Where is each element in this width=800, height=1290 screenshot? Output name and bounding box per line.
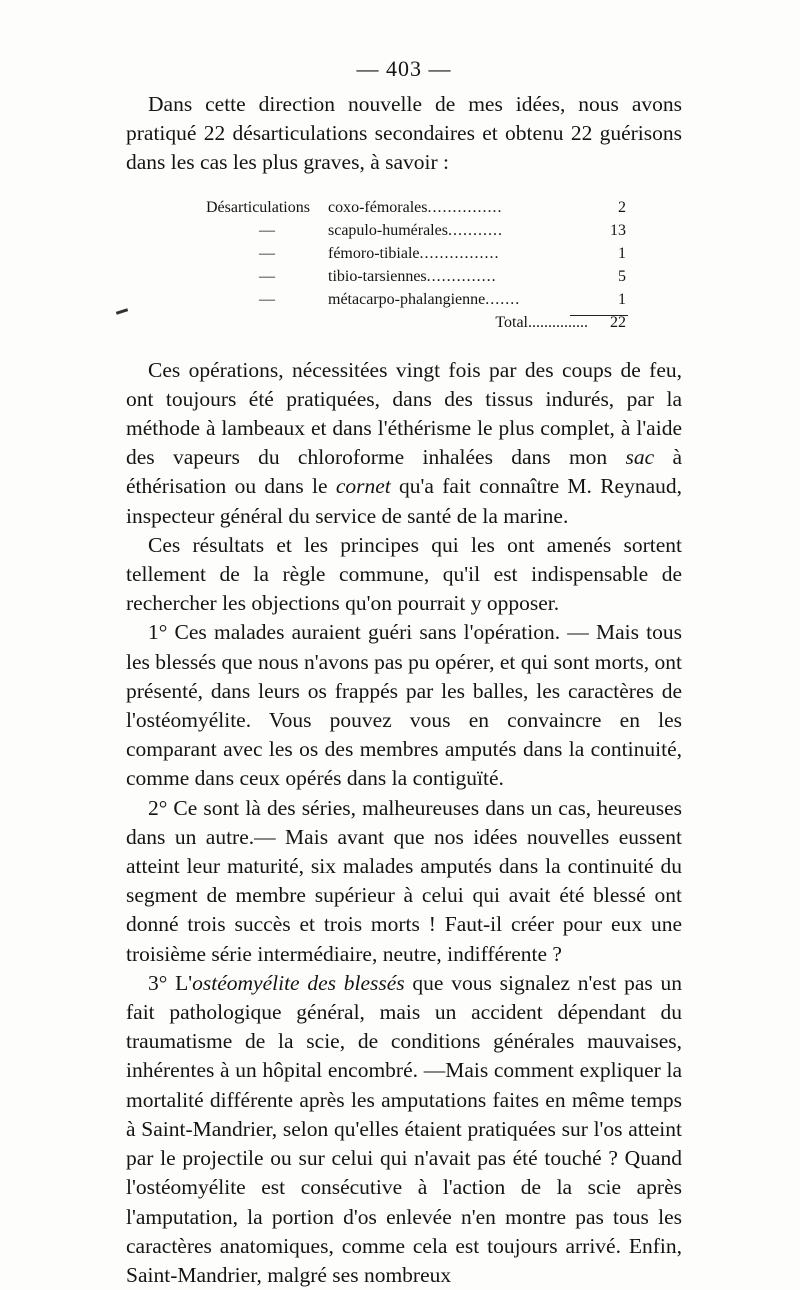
row-dash: —	[259, 290, 275, 308]
total-value: 22	[610, 313, 626, 331]
total-row	[206, 311, 626, 334]
body-text	[126, 356, 682, 1290]
disarticulation-table	[206, 196, 626, 334]
text-run: qu'a fait connaître M. Reynaud, inspecteur général du service de santé de la marine.	[126, 474, 683, 528]
text-run: 3° L'	[148, 970, 193, 995]
paragraph-objection-2: 2° Ce sont là des séries, malheureuses dans un cas, heureuses dans un autre.— Mais avant que nos idées nouvelles eussent atteint leur maturité, six malades amputés dans la continuité du segment de membre supérieur à celui qui avait été blessé ont donné trois succès et trois morts ! Faut-il créer pour eux une troisième série intermédiaire, neutre, indifférente ?	[126, 795, 682, 966]
paragraph-objection-3	[126, 969, 682, 1290]
total-label: Total	[495, 313, 528, 331]
row-count: 13	[610, 221, 626, 239]
table-row	[206, 196, 626, 219]
row-count: 1	[618, 244, 626, 262]
table-row	[206, 288, 626, 311]
leader-dots: ................	[419, 244, 500, 262]
book-page	[126, 56, 682, 1290]
page-number: — 403 —	[356, 56, 452, 81]
row-dash: —	[259, 221, 275, 239]
table-row	[206, 242, 626, 265]
leader-dots: ...............	[427, 198, 503, 216]
row-count: 2	[618, 198, 626, 216]
text-run: à éthérisation ou dans le	[126, 445, 683, 499]
emphasis-osteomyelite: ostéomyélite des blessés	[192, 970, 405, 995]
row-name: tibio-tarsiennes	[328, 267, 427, 285]
row-dash: —	[259, 267, 275, 285]
paragraph-operations	[126, 356, 682, 531]
intro-paragraph: Dans cette direction nouvelle de mes idées, nous avons pratiqué 22 désarticulations secondaires et obtenu 22 guérisons dans les cas les plus graves, à savoir :	[126, 92, 682, 175]
paragraph-results: Ces résultats et les principes qui les ont amenés sortent tellement de la règle commune, qu'il est indispensable de rechercher les objections qu'on pourrait y opposer.	[126, 532, 682, 616]
table-row	[206, 265, 626, 288]
row-count: 1	[618, 290, 626, 308]
leader-dots: ...............	[528, 313, 588, 331]
row-count: 5	[618, 267, 626, 285]
table-head-label: Désarticulations	[206, 198, 310, 216]
paragraph-objection-1: 1° Ces malades auraient guéri sans l'opération. — Mais tous les blessés que nous n'avons pas pu opérer, et qui sont morts, ont présenté, dans leurs os frappés par les balles, les caractères de l'ostéomyélite. Vous pouvez vous en convaincre en les comparant avec les os des membres amputés dans la continuité, comme dans ceux opérés dans la contiguïté.	[126, 620, 682, 791]
row-dash: —	[259, 244, 275, 262]
table-row	[206, 219, 626, 242]
emphasis-cornet: cornet	[335, 474, 391, 499]
text-run: Ces opérations, nécessitées vingt fois par des coups de feu, ont toujours été pratiquées, dans des tissus indurés, par la méthode à lambeaux et dans l'éthérisme le plus complet, à l'aide des vapeurs du chloroforme inhalées dans mon	[126, 357, 682, 470]
total-rule	[570, 315, 628, 316]
leader-dots: ...........	[447, 221, 503, 239]
row-name: fémoro-tibiale	[328, 244, 420, 262]
emphasis-sac: sac	[625, 445, 655, 470]
row-name: scapulo-humérales	[328, 221, 448, 239]
leader-dots: ..............	[426, 267, 497, 285]
row-name: coxo-fémorales	[328, 198, 428, 216]
row-name: métacarpo-phalangienne	[328, 290, 486, 308]
text-run: que vous signalez n'est pas un fait pathologique général, mais un accident dépendant du traumatisme de la scie, de conditions générales mauvaises, inhérentes à un hôpital encombré. —Mais comment expliquer la mortalité différente après les amputations faites en même temps à Saint-Mandrier, selon qu'elles étaient pratiquées sur l'os atteint par le projectile ou sur celui qui n'avait pas été touché ? Quand l'ostéomyélite est consécutive à l'action de la scie après l'amputation, la portion d'os enlevée n'en montre pas tous les caractères anatomiques, comme cela est toujours arrivé. Enfin, Saint-Mandrier, malgré ses nombreux	[126, 970, 682, 1287]
leader-dots: .......	[485, 290, 521, 308]
